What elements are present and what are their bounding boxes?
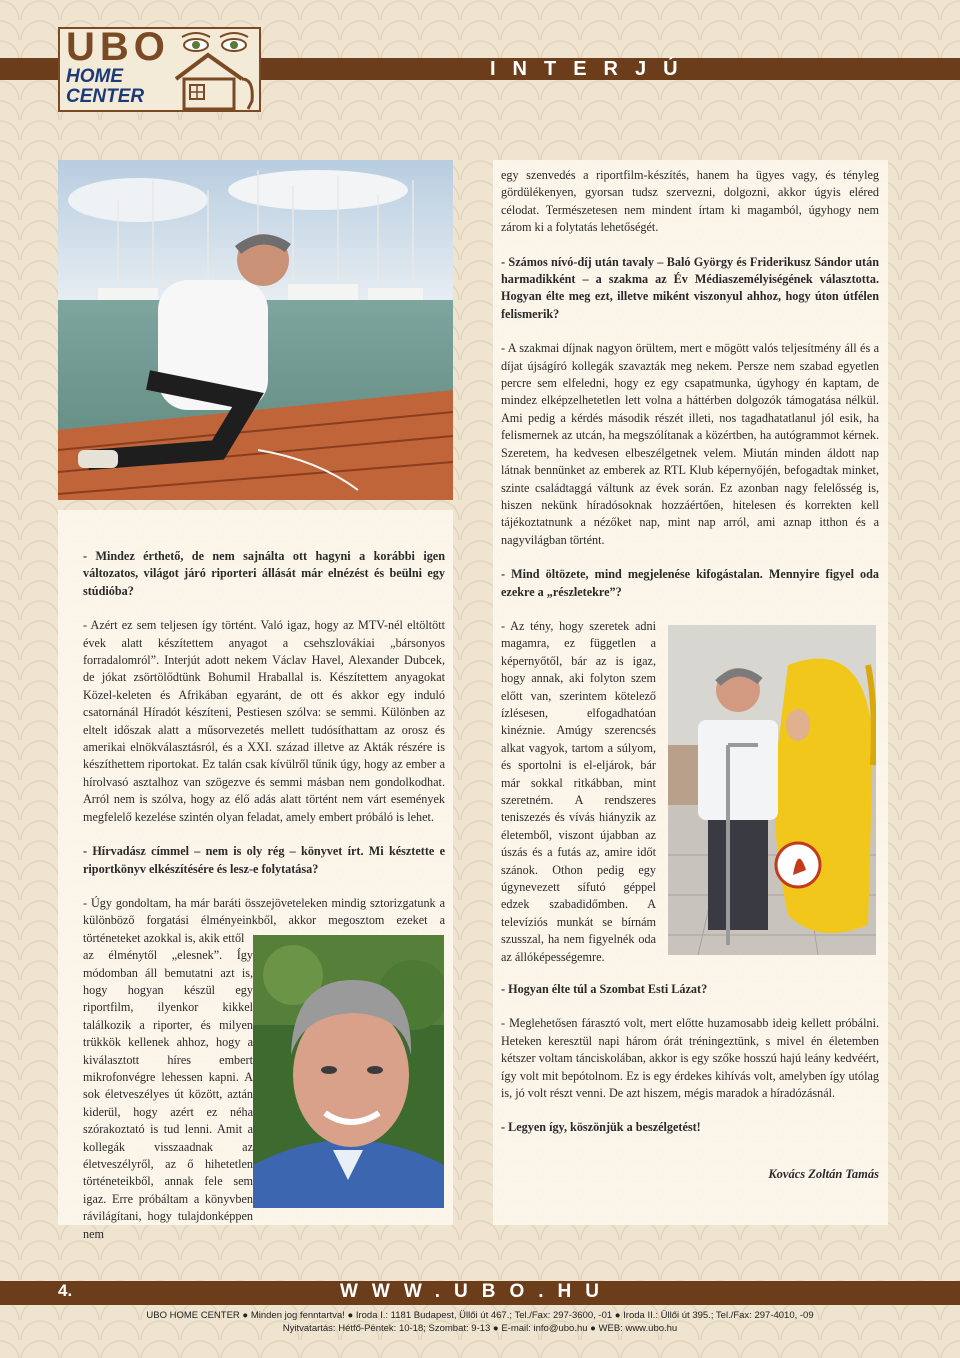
question-studio: - Mindez érthető, de nem sajnálta ott hagyni a korábbi igen változatos, világot járó riporteri állását már elnézést és beülni egy stúdióba? bbox=[83, 549, 445, 598]
photo-mascot bbox=[668, 625, 876, 955]
section-title: INTERJÚ bbox=[490, 58, 695, 80]
page-number: 4. bbox=[58, 1281, 73, 1300]
photo-man-on-pier bbox=[58, 160, 453, 500]
answer-continued: egy szenvedés a riportfilm-készítés, hanem ha ügyes vagy, és tényleg gördülékenyen, gyorsan tudsz szervezni, dolgozni, akkor úgyis eléred célodat. Természetesen nem mindent írtam ki magamból, úgyhogy nem zárom ki a folytatás lehetőségét. bbox=[501, 168, 879, 235]
author-signature: Kovács Zoltán Tamás bbox=[768, 1166, 879, 1181]
answer-book-side: az élménytől „elesnek”. Így módomban áll bemutatni azt is, hogy hogyan készül egy riportfilm, ilyenkor kikkel találkozik a riporter, és milyen trükkök kellenek ahhoz, hogy a kiválasztott híres embert mikrofonvégre lehessen kapni. A sok életveszélyes út között, aztán kiderül, hogy azért ez néha szórakoztató is tud lenni. Amit a kollegák visszaadnak az életveszélyről, az ő hihetetlen történeteikből, annak fele sem igaz. Erre próbáltam a könyvben rávilágítani, hogy tulajdonképpen nem bbox=[83, 948, 253, 1241]
answer-award: - A szakmai díjnak nagyon örültem, mert e mögött valós teljesítmény áll és a díjat újságíró kollegák szavazták meg nekem. Persze nem szabad egyetlen percre sem elfeledni, hogy ez egy csapatmunka, úgyhogy én kaptam, de mindez elképzelhetetlen lett volna a háttérben dolgozók támogatása nélkül. Ami pedig a kérdés második részét illeti, nos tagadhatatlanul jól esik, ha felismernek az utcán, ha megszólítanak a közértben, ha autógrammot kérnek. Szeretem, ha kedvesen elbeszélgetnek velem. Miután minden áldott nap látnak bennünket az emberek az RTL Klub képernyőjén, befogadtak minket, szinte családtaggá váltunk az évek során. Ez azonban nagy felelősség is, hiszen nekünk híradósoknak hozzáértően, hitelesen és korrekten kell tájékoztatnunk a nézőket nap, mint nap arról, ami aznap itthon és a nagyvilágban történt. bbox=[501, 341, 879, 547]
answer-book-top: - Úgy gondoltam, ha már baráti összejöveteleken mindig sztorizgatunk a különböző forgatási élményeinkből, akkor megosztom ezeket a történeteket azokkal is, akik ettől bbox=[83, 895, 445, 945]
closing-line: - Legyen így, köszönjük a beszélgetést! bbox=[501, 1120, 701, 1135]
question-award: - Számos nívó-díj után tavaly – Baló György és Friderikusz Sándor után harmadikként – a szakma az Év Médiaszemélyiségének választotta. Hogyan élte meg ezt, illetve miként viszonyul ahhoz, hogy úton útfélen felismerik? bbox=[501, 254, 879, 321]
answer-studio: - Azért ez sem teljesen így történt. Való igaz, hogy az MTV-nél eltöltött évek alatt készítettem anyagot a csehszlovákiai „bársonyos forradalomról”. Interjút adott nekem Václav Havel, Alexander Dubcek, de jókat zsörtölődtünk Bohumil Hraballal is. Készítettem anyagokat Közel-keleten és Afrikában egyaránt, de ott és akkor egy induló csatornánál Híradót készíteni, Pestiesen szólva: se semmi. Különben az eltelt időszak alatt a műsorvezetés mellett tudósíthattam az orosz és amerikai elnökválasztásról, és a XXI. század illetve az Akták részére is készíthettem riportokat. Ez talán csak kívülről tűnik úgy, hogy az ember a hírolvasó asztalhoz van szögezve és semmi másban nem gondolkodhat. Arról nem is szólva, hogy az élő adás alatt történt nem várt események megfelelő kezelése szintén olyan feladat, amely embert próbáló is lehet. bbox=[83, 618, 445, 824]
photo-portrait bbox=[253, 935, 444, 1208]
footer-contact-line: UBO HOME CENTER ● Minden jog fenntartva! ● Iroda I.: 1181 Budapest, Üllői út 467.; Tel./Fax: 297-3600, -01 ● Iroda II.: Üllői út 395.; Tel./Fax: 297-4010, -09 bbox=[146, 1310, 814, 1321]
logo-ubo: UBO bbox=[66, 27, 170, 69]
answer-dance: - Meglehetősen fárasztó volt, mert előtte huzamosabb ideig kellett próbálni. Heteken keresztül napi három órát tréningeztünk, s mivel én életemben kétszer voltam tánciskolában, akkor is egy szőke hosszú hajú leány kedvéért, így volt mit bepótolnom. Ez is egy érdekes kihívás volt, amelyben így utólag is, jó volt részt venni. De azt hiszem, mégis maradok a híradózásnál. bbox=[501, 1016, 879, 1100]
answer-appearance: - Az tény, hogy szeretek adni magamra, ez független a képernyőtől, bár az is igaz, hogy annak, aki folyton szem előtt van, szerintem kötelező ízlésesen, elfogadhatóan kinéznie. Amúgy szerencsés alkat vagyok, tartom a súlyom, és sportolni is el-eljárok, bár már sokkal ritkábban, mint szeretném. A rendszeres teniszezés és vívás hiányzik az életemből, viszont újabban az úszás és a futás az, amire időt szánok. Othon pedig egy úgynevezett sífutó géppel edzek szabadidőmben. A televíziós munkát se bírnám szusszal, ha nem figyelnék oda az állóképességemre. bbox=[501, 618, 656, 964]
question-dance: - Hogyan élte túl a Szombat Esti Lázat? bbox=[501, 981, 708, 996]
ubo-logo bbox=[58, 27, 261, 112]
question-appearance: - Mind öltözete, mind megjelenése kifogástalan. Mennyire figyel oda ezekre a „részletekre”? bbox=[501, 567, 879, 599]
website-url[interactable]: WWW.UBO.HU bbox=[340, 1281, 613, 1302]
logo-home-center: HOME CENTER bbox=[66, 66, 145, 107]
question-book: - Hírvadász címmel – nem is oly rég – könyvet írt. Mi késztette e riportkönyv elkészítésére és lesz-e folytatása? bbox=[83, 844, 445, 876]
footer-hours-line: Nyitvatartás: Hétfő-Péntek: 10-18; Szombat: 9-13 ● E-mail: info@ubo.hu ● WEB: www.ubo.hu bbox=[282, 1323, 678, 1334]
house-eyes-icon bbox=[168, 31, 260, 111]
